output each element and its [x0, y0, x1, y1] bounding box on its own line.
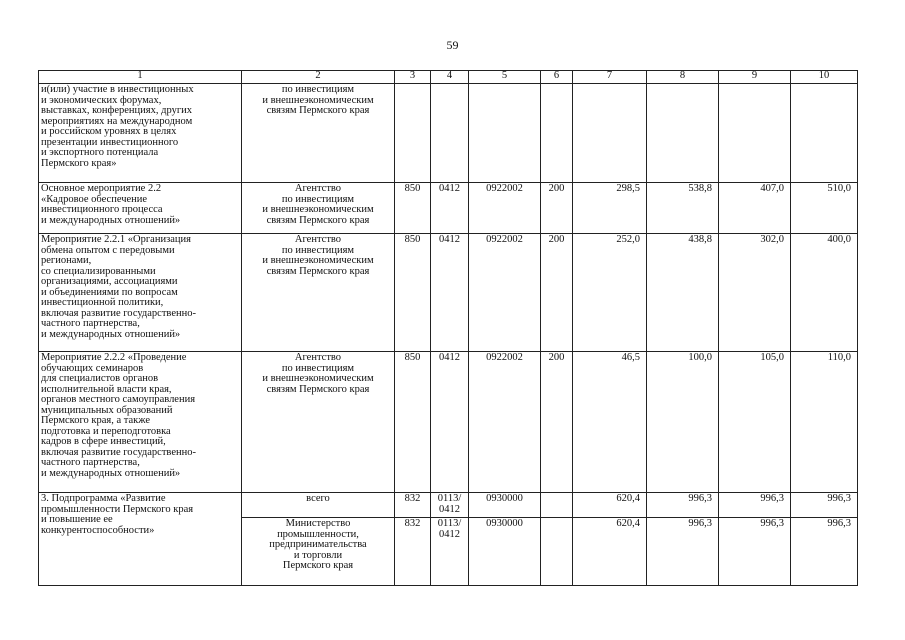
section-code: 0113/ 0412	[431, 493, 469, 518]
target-item-code: 0922002	[469, 234, 541, 352]
column-number: 5	[469, 71, 541, 84]
ministry-code: 850	[395, 234, 431, 352]
amount-col-10: 996,3	[791, 493, 858, 518]
section-code: 0412	[431, 352, 469, 493]
section-code: 0113/ 0412	[431, 518, 469, 586]
amount-col-10: 510,0	[791, 183, 858, 234]
table-row	[39, 234, 858, 352]
executor-name: Агентство по инвестициям и внешнеэкономическим связям Пермского края	[242, 352, 395, 493]
column-number: 7	[573, 71, 647, 84]
amount-col-8	[647, 84, 719, 183]
executor-name: по инвестициям и внешнеэкономическим связям Пермского края	[242, 84, 395, 183]
column-number: 9	[719, 71, 791, 84]
executor-name: Агентство по инвестициям и внешнеэкономическим связям Пермского края	[242, 234, 395, 352]
table-row	[39, 493, 858, 518]
amount-col-10: 110,0	[791, 352, 858, 493]
amount-col-9	[719, 84, 791, 183]
column-number: 10	[791, 71, 858, 84]
ministry-code: 832	[395, 518, 431, 586]
amount-col-7: 620,4	[573, 493, 647, 518]
target-item-code: 0930000	[469, 518, 541, 586]
expense-type-code: 200	[541, 234, 573, 352]
amount-col-7: 46,5	[573, 352, 647, 493]
activity-name: и(или) участие в инвестиционных и экономических форумах, выставках, конференциях, других мероприятиях на международном и российском уровнях в целях презентации инвестиционного и экспортного потенциала Пермского края»	[39, 84, 242, 183]
amount-col-7: 298,5	[573, 183, 647, 234]
executor-name: Министерство промышленности, предпринимательства и торговли Пермского края	[242, 518, 395, 586]
column-number: 3	[395, 71, 431, 84]
amount-col-9: 996,3	[719, 493, 791, 518]
column-number-row	[39, 71, 858, 84]
amount-col-10: 400,0	[791, 234, 858, 352]
ministry-code: 850	[395, 183, 431, 234]
column-number: 2	[242, 71, 395, 84]
column-number: 1	[39, 71, 242, 84]
target-item-code: 0922002	[469, 352, 541, 493]
ministry-code: 832	[395, 493, 431, 518]
activity-name: Мероприятие 2.2.1 «Организация обмена опытом с передовыми регионами, со специализированными организациями, ассоциациями и объединениями по вопросам инвестиционной политики, включая развитие государственно- частного партнерства, и международных отношений»	[39, 234, 242, 352]
expense-type-code	[541, 518, 573, 586]
expense-type-code	[541, 84, 573, 183]
expense-type-code: 200	[541, 183, 573, 234]
activity-name: Основное мероприятие 2.2 «Кадровое обеспечение инвестиционного процесса и международных отношений»	[39, 183, 242, 234]
amount-col-8: 438,8	[647, 234, 719, 352]
activity-name: Мероприятие 2.2.2 «Проведение обучающих семинаров для специалистов органов исполнительной власти края, органов местного самоуправления муниципальных образований Пермского края, а также подготовка и переподготовка кадров в сфере инвестиций, включая развитие государственно- частного партнерства, и международных отношений»	[39, 352, 242, 493]
page-number: 59	[446, 38, 459, 52]
amount-col-7	[573, 84, 647, 183]
target-item-code: 0930000	[469, 493, 541, 518]
amount-col-7: 252,0	[573, 234, 647, 352]
column-number: 8	[647, 71, 719, 84]
amount-col-9: 302,0	[719, 234, 791, 352]
table-row	[39, 183, 858, 234]
budget-table	[38, 70, 858, 586]
column-number: 4	[431, 71, 469, 84]
executor-name: Агентство по инвестициям и внешнеэкономическим связям Пермского края	[242, 183, 395, 234]
ministry-code: 850	[395, 352, 431, 493]
amount-col-10	[791, 84, 858, 183]
amount-col-8: 100,0	[647, 352, 719, 493]
ministry-code	[395, 84, 431, 183]
target-item-code: 0922002	[469, 183, 541, 234]
amount-col-7: 620,4	[573, 518, 647, 586]
amount-col-9: 996,3	[719, 518, 791, 586]
amount-col-9: 407,0	[719, 183, 791, 234]
amount-col-8: 996,3	[647, 493, 719, 518]
table-row	[39, 84, 858, 183]
executor-name: всего	[242, 493, 395, 518]
section-code: 0412	[431, 234, 469, 352]
expense-type-code: 200	[541, 352, 573, 493]
amount-col-8: 996,3	[647, 518, 719, 586]
section-code: 0412	[431, 183, 469, 234]
section-code	[431, 84, 469, 183]
amount-col-8: 538,8	[647, 183, 719, 234]
amount-col-10: 996,3	[791, 518, 858, 586]
column-number: 6	[541, 71, 573, 84]
subprogram-name: 3. Подпрограмма «Развитие промышленности Пермского края и повышение ее конкурентоспособности»	[39, 493, 242, 586]
amount-col-9: 105,0	[719, 352, 791, 493]
target-item-code	[469, 84, 541, 183]
table-row	[39, 352, 858, 493]
expense-type-code	[541, 493, 573, 518]
